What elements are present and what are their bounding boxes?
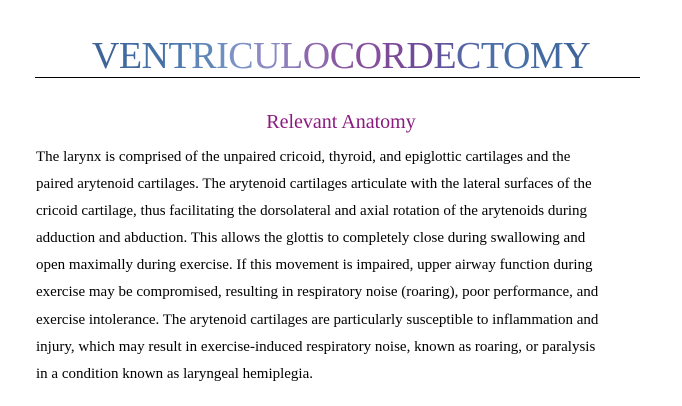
body-line: exercise may be compromised, resulting in respiratory noise (roaring), poor performance, and: [36, 284, 599, 301]
title-letter: C: [329, 35, 355, 77]
body-line: in a condition known as laryngeal hemiplegia.: [36, 365, 314, 382]
body-line: open maximally during exercise. If this movement is impaired, upper airway function during: [36, 257, 593, 274]
title-letter: R: [381, 35, 407, 77]
title-letter: R: [191, 35, 217, 77]
title-letter: O: [302, 35, 330, 77]
body-line: exercise intolerance. The arytenoid cartilages are particularly susceptible to inflammation and: [36, 311, 599, 328]
title-letter: D: [406, 35, 434, 77]
title-letter: C: [456, 35, 481, 77]
body-paragraph: [36, 144, 648, 388]
body-line: cricoid cartilage, thus facilitating the dorsolateral and axial rotation of the arytenoids during: [36, 203, 588, 220]
title-letter: O: [354, 35, 382, 77]
document-title: [0, 36, 682, 76]
title-letter: U: [253, 35, 281, 77]
title-letter: T: [168, 35, 192, 77]
title-letter: O: [502, 35, 530, 77]
title-letter: Y: [563, 35, 591, 77]
title-divider: [35, 77, 640, 78]
title-letter: C: [228, 35, 254, 77]
section-heading: Relevant Anatomy: [266, 111, 416, 133]
title-letter: E: [433, 35, 457, 77]
body-line: The larynx is comprised of the unpaired cricoid, thyroid, and epiglottic cartilages and the: [36, 149, 571, 165]
body-line: adduction and abduction. This allows the glottis to completely close during swallowing and: [36, 230, 586, 247]
title-letter: L: [280, 35, 303, 77]
title-letter: M: [529, 35, 564, 77]
title-letter: I: [216, 35, 229, 77]
body-line: injury, which may result in exercise-induced respiratory noise, known as roaring, or paralysis: [36, 338, 596, 355]
title-letter: N: [141, 35, 169, 77]
title-letter: V: [91, 35, 119, 77]
title-letter: E: [118, 35, 142, 77]
title-letter: T: [480, 35, 503, 77]
body-line: paired arytenoid cartilages. The arytenoid cartilages articulate with the lateral surfaces of the: [36, 176, 592, 193]
